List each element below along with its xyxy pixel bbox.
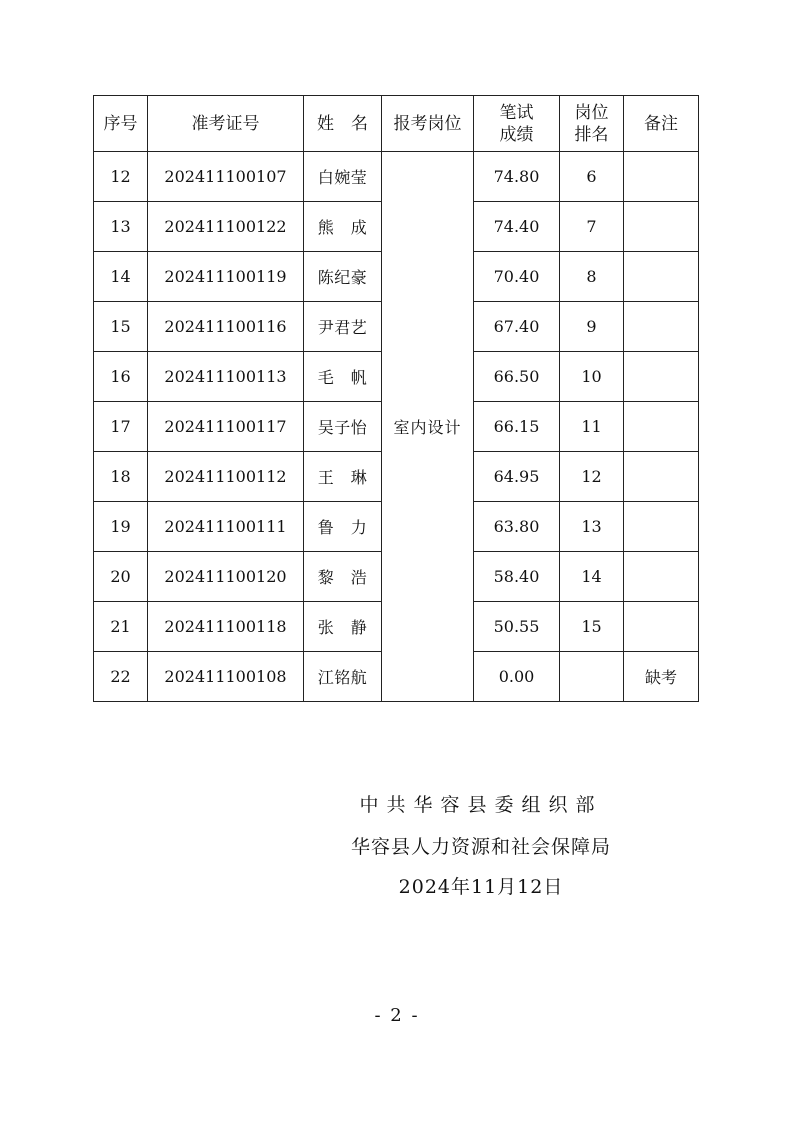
cell-rank: 14 [560,552,624,602]
cell-ticket: 202411100120 [148,552,304,602]
cell-ticket: 202411100119 [148,252,304,302]
cell-ticket: 202411100116 [148,302,304,352]
cell-rank: 6 [560,152,624,202]
cell-rank: 9 [560,302,624,352]
cell-name: 张 静 [304,602,382,652]
cell-ticket: 202411100107 [148,152,304,202]
cell-seq: 16 [94,352,148,402]
cell-ticket: 202411100108 [148,652,304,702]
cell-ticket: 202411100122 [148,202,304,252]
header-remark: 备注 [624,96,699,152]
results-table [93,95,699,702]
header-rank-line1: 岗位 [574,102,609,123]
cell-name: 白婉莹 [304,152,382,202]
cell-remark [624,552,699,602]
cell-score: 58.40 [474,552,560,602]
cell-rank: 11 [560,402,624,452]
cell-remark [624,202,699,252]
cell-remark [624,452,699,502]
cell-score: 63.80 [474,502,560,552]
header-seq: 序号 [94,96,148,152]
page-number: - 2 - [374,1005,420,1026]
header-ticket: 准考证号 [148,96,304,152]
cell-rank: 15 [560,602,624,652]
cell-ticket: 202411100113 [148,352,304,402]
cell-seq: 19 [94,502,148,552]
cell-rank: 8 [560,252,624,302]
cell-seq: 12 [94,152,148,202]
cell-name: 尹君艺 [304,302,382,352]
cell-score: 66.50 [474,352,560,402]
cell-ticket: 202411100111 [148,502,304,552]
cell-seq: 21 [94,602,148,652]
cell-rank: 7 [560,202,624,252]
cell-rank: 12 [560,452,624,502]
cell-remark [624,502,699,552]
signature-org-party-committee: 中共华容县委组织部 [359,794,603,816]
cell-score: 66.15 [474,402,560,452]
table-row [94,152,699,202]
cell-rank [560,652,624,702]
signature-org-hr-bureau: 华容县人力资源和社会保障局 [350,836,611,858]
cell-remark: 缺考 [624,652,699,702]
header-score-line2: 成绩 [499,124,534,145]
cell-name: 江铭航 [304,652,382,702]
cell-seq: 13 [94,202,148,252]
signature-date: 2024年11月12日 [398,876,564,898]
cell-name: 熊 成 [304,202,382,252]
cell-seq: 17 [94,402,148,452]
cell-remark [624,302,699,352]
cell-score: 0.00 [474,652,560,702]
cell-remark [624,252,699,302]
header-rank-line2: 排名 [574,124,609,145]
header-score [474,96,560,152]
cell-seq: 14 [94,252,148,302]
cell-score: 74.80 [474,152,560,202]
header-rank [560,96,624,152]
cell-ticket: 202411100118 [148,602,304,652]
cell-rank: 13 [560,502,624,552]
cell-rank: 10 [560,352,624,402]
cell-name: 王 琳 [304,452,382,502]
header-name: 姓 名 [304,96,382,152]
cell-seq: 20 [94,552,148,602]
header-post: 报考岗位 [382,96,474,152]
cell-score: 74.40 [474,202,560,252]
cell-ticket: 202411100112 [148,452,304,502]
cell-ticket: 202411100117 [148,402,304,452]
cell-post-merged: 室内设计 [382,152,474,702]
cell-seq: 22 [94,652,148,702]
header-score-line1: 笔试 [499,102,534,123]
cell-remark [624,152,699,202]
cell-remark [624,402,699,452]
cell-name: 陈纪豪 [304,252,382,302]
cell-score: 50.55 [474,602,560,652]
cell-remark [624,602,699,652]
cell-name: 毛 帆 [304,352,382,402]
cell-seq: 15 [94,302,148,352]
cell-name: 黎 浩 [304,552,382,602]
cell-seq: 18 [94,452,148,502]
cell-score: 70.40 [474,252,560,302]
cell-score: 64.95 [474,452,560,502]
table-header-row [94,96,699,152]
cell-name: 吴子怡 [304,402,382,452]
cell-score: 67.40 [474,302,560,352]
cell-name: 鲁 力 [304,502,382,552]
cell-remark [624,352,699,402]
